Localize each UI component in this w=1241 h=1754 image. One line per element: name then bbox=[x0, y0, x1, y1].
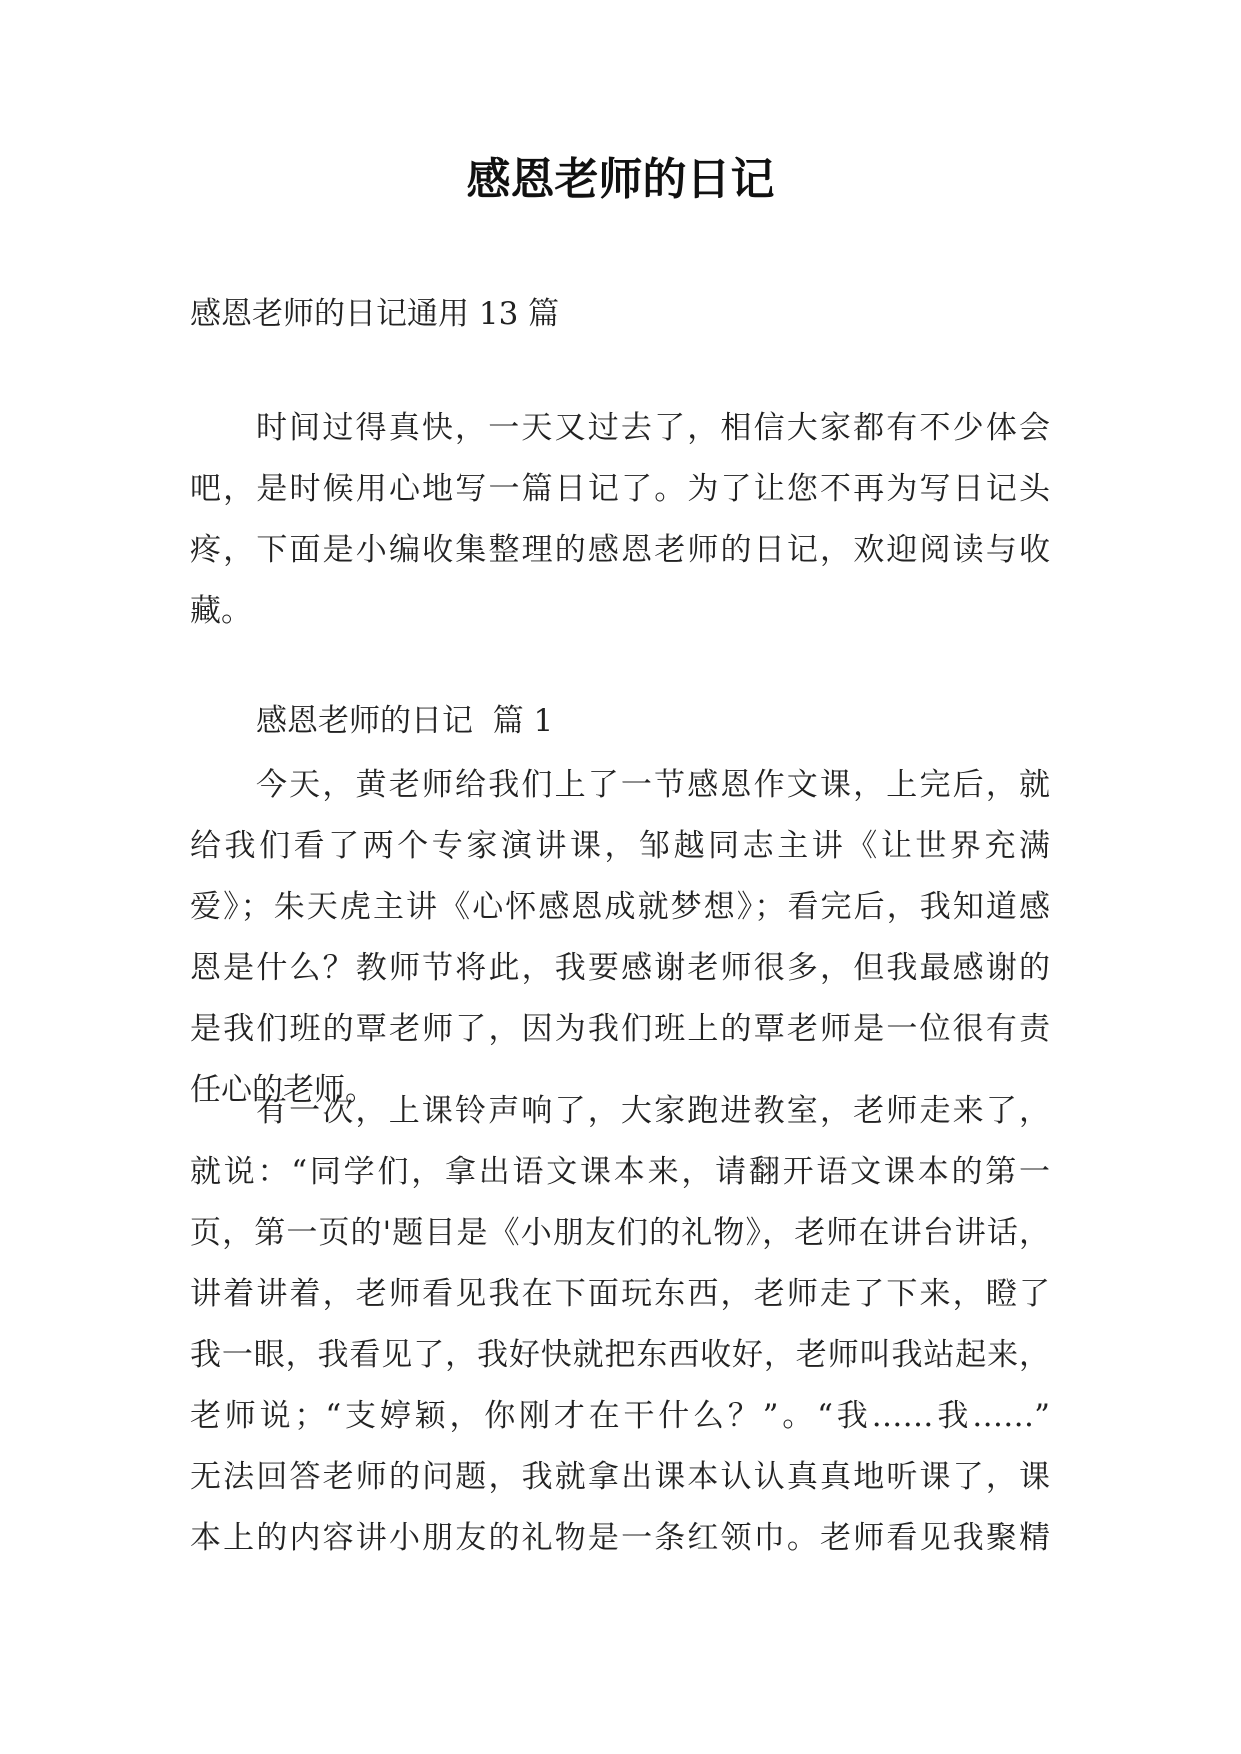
document-title: 感恩老师的日记 bbox=[466, 154, 775, 205]
paragraph-line: 有一次，上课铃声响了，大家跑进教室，老师走来了， bbox=[256, 1093, 1050, 1129]
intro-line: 时间过得真快，一天又过去了，相信大家都有不少体会 bbox=[256, 410, 1050, 446]
paragraph-line: 我一眼，我看见了，我好快就把东西收好，老师叫我站起来， bbox=[190, 1337, 1050, 1373]
intro-line: 吧，是时候用心地写一篇日记了。为了让您不再为写日记头 bbox=[190, 471, 1050, 507]
document-subtitle: 感恩老师的日记通用 13 篇 bbox=[190, 296, 560, 332]
intro-line: 疼，下面是小编收集整理的感恩老师的日记，欢迎阅读与收 bbox=[190, 532, 1050, 568]
paragraph-line: 今天，黄老师给我们上了一节感恩作文课，上完后，就 bbox=[256, 767, 1050, 803]
intro-paragraph bbox=[190, 398, 1050, 642]
paragraph-line: 老师说；“支婷颖，你刚才在干什么？”。“我……我……” bbox=[190, 1398, 1050, 1434]
paragraph-2 bbox=[190, 1081, 1050, 1569]
paragraph-line: 无法回答老师的问题，我就拿出课本认认真真地听课了，课 bbox=[190, 1459, 1050, 1495]
paragraph-line: 页，第一页的'题目是《小朋友们的礼物》，老师在讲台讲话， bbox=[190, 1215, 1050, 1251]
paragraph-line: 爱》；朱天虎主讲《心怀感恩成就梦想》；看完后，我知道感 bbox=[190, 889, 1050, 925]
paragraph-line: 是我们班的覃老师了，因为我们班上的覃老师是一位很有责 bbox=[190, 1011, 1050, 1047]
paragraph-line: 本上的内容讲小朋友的礼物是一条红领巾。老师看见我聚精 bbox=[190, 1520, 1050, 1556]
paragraph-line: 讲着讲着，老师看见我在下面玩东西，老师走了下来，瞪了 bbox=[190, 1276, 1050, 1312]
paragraph-line: 给我们看了两个专家演讲课，邹越同志主讲《让世界充满 bbox=[190, 828, 1050, 864]
paragraph-line: 恩是什么？教师节将此，我要感谢老师很多，但我最感谢的 bbox=[190, 950, 1050, 986]
paragraph-1 bbox=[190, 755, 1050, 1121]
intro-line: 藏。 bbox=[190, 593, 252, 629]
section-heading: 感恩老师的日记 篇 1 bbox=[256, 703, 554, 739]
paragraph-line: 就说：“同学们，拿出语文课本来，请翻开语文课本的第一 bbox=[190, 1154, 1050, 1190]
paragraph-line: 任心的老师。 bbox=[190, 1072, 376, 1108]
